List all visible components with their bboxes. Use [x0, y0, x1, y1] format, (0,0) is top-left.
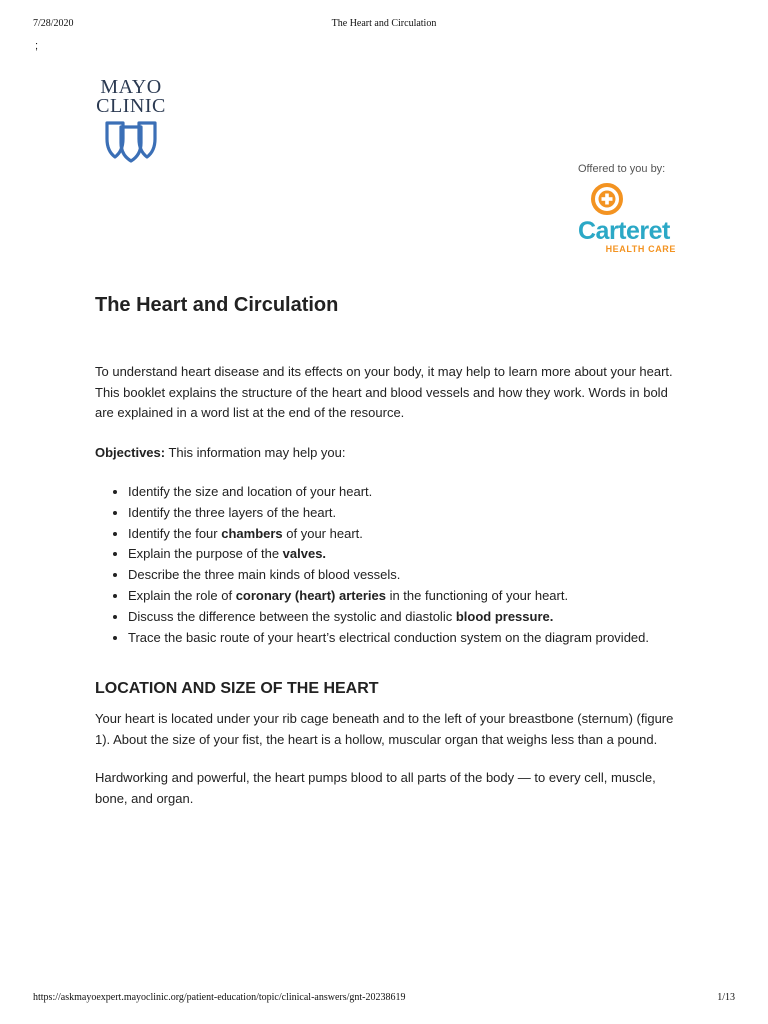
- mayo-shields-icon: [104, 119, 158, 163]
- objective-text: in the functioning of your heart.: [385, 587, 569, 603]
- list-item: [128, 544, 685, 565]
- mayo-clinic-logo: [93, 78, 169, 163]
- page-number: 1/13: [717, 992, 735, 1003]
- objective-text: of your heart.: [282, 525, 363, 541]
- print-title: The Heart and Circulation: [331, 18, 437, 29]
- article-body: [95, 292, 685, 809]
- stray-mark: ;: [35, 40, 39, 52]
- source-url: https://askmayoexpert.mayoclinic.org/patient-education/topic/clinical-answers/gnt-20238619: [33, 992, 406, 1003]
- objective-text: Discuss the difference between the systolic and diastolic: [128, 608, 456, 624]
- print-date: 7/28/2020: [33, 18, 74, 29]
- objectives-text: This information may help you:: [165, 444, 346, 460]
- objectives-paragraph: [95, 443, 685, 464]
- list-item: [128, 628, 685, 649]
- page-title: The Heart and Circulation: [95, 294, 339, 316]
- objective-text: Identify the four: [128, 525, 222, 541]
- intro-paragraph: To understand heart disease and its effects on your body, it may help to learn more about your heart. This booklet explains the structure of the heart and blood vessels and how they work. Words in bold are explained in a word list at the end of the resource.: [95, 364, 673, 420]
- glossary-term: valves.: [282, 546, 327, 562]
- list-item: [128, 586, 685, 607]
- objective-text: Explain the purpose of the: [128, 546, 283, 562]
- carteret-logo: [578, 182, 678, 254]
- section-paragraph: Your heart is located under your rib cage beneath and to the left of your breastbone (sternum) (figure 1). About the size of your fist, the heart is a hollow, muscular organ that weighs less than a pound.: [95, 711, 674, 747]
- mayo-logo-line1: MAYO: [100, 76, 162, 98]
- mayo-logo-line2: CLINIC: [96, 95, 166, 117]
- list-item: [128, 607, 685, 628]
- objective-text: Describe the three main kinds of blood vessels.: [128, 567, 401, 583]
- objective-text: Explain the role of: [128, 587, 236, 603]
- list-item: [128, 565, 685, 586]
- list-item: [128, 503, 685, 524]
- objective-text: Trace the basic route of your heart’s electrical conduction system on the diagram provided.: [128, 629, 649, 645]
- glossary-term: blood pressure.: [455, 608, 554, 624]
- carteret-subtitle: HEALTH CARE: [605, 244, 676, 254]
- section-paragraph: Hardworking and powerful, the heart pumps blood to all parts of the body — to every cell, muscle, bone, and organ.: [95, 770, 656, 806]
- objectives-list: [95, 482, 685, 648]
- carteret-name: Carteret: [578, 217, 670, 245]
- objective-text: Identify the three layers of the heart.: [128, 504, 337, 520]
- glossary-term: coronary (heart) arteries: [235, 587, 386, 603]
- section-heading: LOCATION AND SIZE OF THE HEART: [95, 680, 379, 698]
- offered-by-label: Offered to you by:: [578, 163, 666, 175]
- objectives-label: Objectives:: [95, 444, 166, 460]
- carteret-cross-icon: [590, 182, 624, 216]
- list-item: [128, 482, 685, 503]
- objective-text: Identify the size and location of your heart.: [128, 484, 373, 499]
- glossary-term: chambers: [221, 525, 283, 541]
- list-item: [128, 524, 685, 545]
